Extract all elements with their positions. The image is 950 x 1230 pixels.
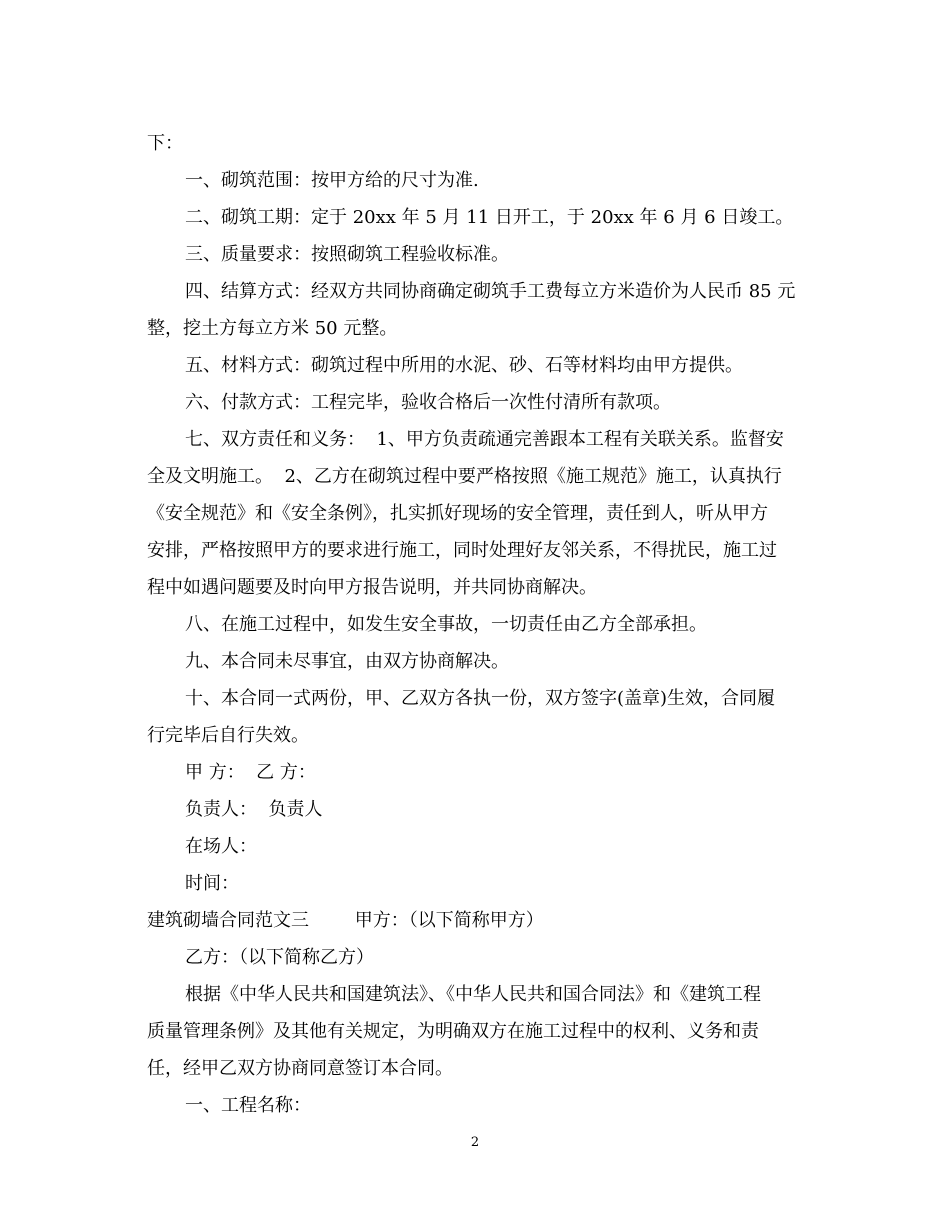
party-b-line: 乙方：（以下简称乙方） — [185, 947, 374, 968]
clause-7-responsibilities: 七、双方责任和义务： 1、甲方负责疏通完善跟本工程有关联关系。监督安 — [185, 429, 784, 450]
page-number: 2 — [470, 1135, 480, 1150]
text-line: 任，经甲乙双方协商同意签订本合同。 — [147, 1058, 453, 1079]
clause-2-schedule: 二、砌筑工期：定于 20xx 年 5 月 11 日开工，于 20xx 年 6 月 6 日竣工。 — [185, 207, 794, 228]
clause-3-quality: 三、质量要求：按照砌筑工程验收标准。 — [185, 244, 509, 265]
text-line: 下： — [147, 133, 183, 154]
clause-5-materials: 五、材料方式：砌筑过程中所用的水泥、砂、石等材料均由甲方提供。 — [185, 355, 743, 376]
document-body — [147, 125, 817, 1124]
text-line: 质量管理条例》及其他有关规定，为明确双方在施工过程中的权利、义务和责 — [147, 1021, 759, 1042]
signature-time: 时间： — [185, 873, 239, 894]
clause-10-copies: 十、本合同一式两份，甲、乙双方各执一份，双方签字(盖章)生效，合同履 — [185, 688, 776, 709]
clause-8-accident: 八、在施工过程中，如发生安全事故，一切责任由乙方全部承担。 — [185, 614, 707, 635]
preamble: 根据《中华人民共和国建筑法》、《中华人民共和国合同法》和《建筑工程 — [185, 984, 761, 1005]
clause-6-payment: 六、付款方式：工程完毕，验收合格后一次性付清所有款项。 — [185, 392, 671, 413]
text-line: 程中如遇问题要及时向甲方报告说明，并共同协商解决。 — [147, 577, 597, 598]
clause-4-settlement: 四、结算方式：经双方共同协商确定砌筑手工费每立方米造价为人民币 85 元 — [185, 281, 796, 302]
text-line: 整，挖土方每立方米 50 元整。 — [147, 318, 398, 339]
section-title: 建筑砌墙合同范文三 甲方：（以下简称甲方） — [147, 910, 544, 931]
signature-responsible: 负责人： 负责人 — [185, 799, 323, 820]
text-line: 安排，严格按照甲方的要求进行施工，同时处理好友邻关系，不得扰民，施工过 — [147, 540, 777, 561]
clause-1-project-name: 一、工程名称： — [185, 1095, 311, 1116]
text-line: 行完毕后自行失效。 — [147, 725, 309, 746]
signature-parties: 甲 方： 乙 方： — [185, 762, 316, 783]
text-line: 《安全规范》和《安全条例》，扎实抓好现场的安全管理，责任到人，听从甲方 — [147, 503, 768, 524]
clause-1-scope: 一、砌筑范围：按甲方给的尺寸为准. — [185, 170, 479, 191]
signature-present: 在场人： — [185, 836, 257, 857]
text-line: 全及文明施工。 2、乙方在砌筑过程中要严格按照《施工规范》施工，认真执行 — [147, 466, 782, 487]
clause-9-other: 九、本合同未尽事宜，由双方协商解决。 — [185, 651, 509, 672]
